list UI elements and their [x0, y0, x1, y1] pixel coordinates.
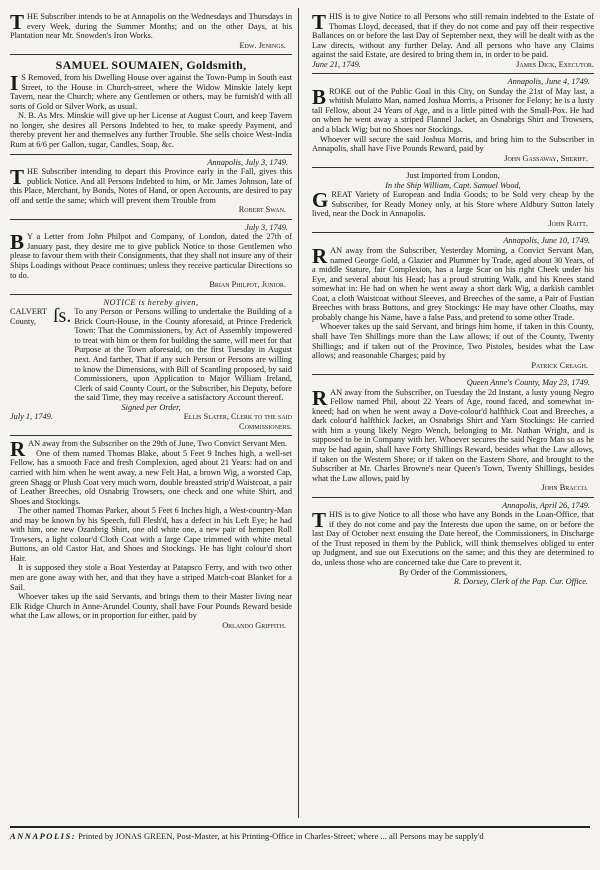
- notice-date: July 1, 1749.: [10, 412, 53, 422]
- notice-signature: John Bracco.: [541, 483, 588, 493]
- drop-cap: T: [10, 165, 25, 190]
- drop-cap: G: [312, 188, 329, 213]
- notice-text: Y a Letter from John Philpot and Company, of London, dated the 27th of January past, they desire me to give publick Notice to those Gentlemen who please to favour them with their Consignments, that they shall not insure any of their Ships Loadings without Peace continues; unless they receive particular Directions so to do.: [10, 232, 292, 280]
- divider: [10, 219, 292, 220]
- county-label: CALVERT County,: [10, 307, 47, 326]
- notice-date: July 3, 1749.: [245, 222, 288, 232]
- notice-date: June 21, 1749.: [312, 59, 361, 69]
- right-column: [312, 12, 594, 589]
- notice-heading: Just Imported from London,: [406, 171, 500, 181]
- notice-text: It is supposed they stole a Boat Yesterday at Patapsco Ferry, and with two other men are gone away with her, and that they have a striped Match-coat Blanket for a Sail.: [10, 563, 292, 592]
- notice-signature: Ellis Slater, Clerk to the said Commissioners.: [183, 412, 292, 431]
- notice-text: Whoever takes up the said Servants, and brings them to their Master living near Elk Ridge Church in Anne-Arundel County, shall have Four Pounds Reward beside what the Law allows, or in proportion for either, paid by: [10, 592, 292, 621]
- notice-text: AN away from the Subscriber, Yesterday Morning, a Convict Servant Man, named George Gold, a Glazier and Plummer by Trade, aged about 30 Years, of a middle Stature, fair Complexion, has a large Scar on his right Cheek under his Eye, and several about his Head; has a proud strutting Walk, and his Knees stand somewhat in: He had on when he went away a short dark Wig, a darkish camblet Coat, a cloth Waistcoat without Sleeves, and Breeches of the same, a Pair of Fustian Breeches with brass Buttons, and grey Stockings: He may have other Cloaths, may probably change his Name, have a false Pass, and pretend to some other Trade.: [312, 246, 594, 322]
- notice-court-house: [10, 298, 292, 434]
- notice-date: Annapolis, June 10, 1749.: [503, 236, 590, 246]
- notice-signed: By Order of the Commissioners,: [398, 567, 508, 577]
- brace-mark: ſs.: [53, 305, 72, 328]
- notice-signature: R. Dorsey, Clerk of the Pap. Cur. Office.: [453, 577, 588, 587]
- notice-signature: Robert Swan.: [238, 205, 286, 215]
- divider: [10, 294, 292, 295]
- notice-text: AN away from the Subscriber, on Tuesday the 2d Instant, a lusty young Negro Fellow named Phil, about 22 Years of Age, round faced, and somewhat in-kneed; had on when he went away a Dove-colour'd halfthick Coat and Breeches, a dark colour'd halfthick Jacket, an Osnabrigs Shirt and Yarn Stockings: He carried with him a young likely Negro Wench, belonging to Mr. Nathan Wright, and is supposed to be in Company with her. Whoever secures the said Negro Man so as he may be had again, shall have Forty Shillings Reward, besides what the Law allows, if taken on the Western Shore; or if taken on the Eastern Shore, and brought to the Subscriber at Mr. Charles Browne's near Queen's Town, Twenty Shillings, besides what the Law allows, paid by: [312, 387, 594, 483]
- notice-text: REAT Variety of European and India Goods; to be Sold very cheap by the Subscriber, for Ready Money only, at his Store where Aldbury Sutton lately lived, near the Dock in Annapolis.: [312, 190, 594, 219]
- drop-cap: R: [10, 437, 26, 462]
- notice-text: One of them named Thomas Blake, about 5 Feet 9 Inches high, a well-set Fellow, has a smooth Face and fresh Complexion, aged about 21 Years: had on and carried with him when he went away, a new Felt Hat, a brown Wig, a worsted Cap, green Shagg or Plush Coat very much worn, double breasted strip'd Waistcoat, a pair of Leather Breeches, old Osnabrig Trowsers, one check and one white Shirt, and Shoes and Stockings.: [10, 448, 292, 506]
- notice-gassaway: [312, 77, 594, 165]
- imprint-footer: [10, 826, 590, 841]
- divider: [312, 232, 594, 233]
- notice-lloyd-estate: [312, 12, 594, 71]
- notice-date: Annapolis, July 3, 1749.: [207, 157, 288, 167]
- imprint-place: ANNAPOLIS:: [10, 831, 77, 841]
- drop-cap: R: [312, 244, 328, 269]
- notice-date: Annapolis, April 26, 1749.: [502, 500, 590, 510]
- notice-text: S Removed, from his Dwelling House over against the Town-Pump in South east Street, to the House in Church-street, where the Widow Minskie lately kept Tavern, near the Church; where any Gentlemen or others, may be furnish'd with all sorts of Gold or Silver Work, as usual.: [10, 73, 292, 111]
- notice-text: Whoever takes up the said Servant, and brings him home, if taken in this County, shall have Ten Shillings more than the Law allows; if out of the County, Twenty Shillings; and if taken out of the Province, Two Pistoles, besides what the Law allows; and reasonable Charges; paid by: [312, 322, 594, 361]
- notice-date: Queen Anne's County, May 23, 1749.: [466, 378, 590, 388]
- notice-subheading: In the Ship William, Capt. Samuel Wood,: [385, 180, 521, 190]
- notice-text: Whoever will secure the said Joshua Morris, and bring him to the Subscriber in Annapolis, shall have Five Pounds Reward, paid by: [312, 134, 594, 154]
- divider: [312, 73, 594, 74]
- drop-cap: R: [312, 385, 328, 410]
- divider: [10, 435, 292, 436]
- notice-text: ROKE out of the Public Goal in this City, on Sunday the 21st of May last, a whitish Mulatto Man, named Joshua Morris, a Prisoner for Felony; he is a lusty tall Fellow, about 24 Years of Age, and is a little pitted with the Small-Pox. He had on when he went away a striped Flannel Jacket, an Osnabrigs Shirt and Trowsers, and a black Wig; but no Shoes nor Stockings.: [312, 86, 594, 135]
- notice-text: HE Subscriber intending to depart this Province early in the Fall, gives this publick Notice. And all Persons Indebted to him, or Mr. James Johnson, late of this Place, Merchant, by Bonds, Notes of Hand, or open Accounts, are desired to pay off and settle the same; which will prevent them Trouble from: [10, 167, 292, 205]
- drop-cap: T: [312, 508, 327, 533]
- notice-signature: Patrick Creagh.: [531, 360, 588, 370]
- notice-signature: Brian Philpot, Junior.: [209, 280, 286, 290]
- column-divider: [298, 8, 299, 818]
- notice-griffith: [10, 439, 292, 632]
- drop-cap: T: [10, 10, 25, 34]
- drop-cap: T: [312, 10, 327, 34]
- notice-text: The other named Thomas Parker, about 5 Feet 6 Inches high, a West-country-Man and may be known by his Speech, full Flesh'd, has a defect in his Left Eye; he had with him, one new Ozanbrig Shirt, one old white one, a new pair of hempen Roll Trowsers, a light colour'd Cloth Coat with a large Cape trimmed with white metal Buttons, an old Castor Hat, and Shoes and Stockings. He has light colour'd short Hair.: [10, 506, 292, 563]
- notice-bracco: [312, 378, 594, 495]
- drop-cap: B: [312, 84, 327, 109]
- imprint-text: Printed by JONAS GREEN, Post-Master, at his Printing-Office in Charles-Street; where ... all Persons may be supply'd: [78, 831, 484, 841]
- drop-cap: B: [10, 230, 25, 255]
- notice-signature: Orlando Griffith.: [222, 620, 286, 630]
- notice-soumaien: [10, 58, 292, 151]
- left-column: [10, 12, 292, 632]
- notice-headline: SAMUEL SOUMAIEN, Goldsmith,: [55, 58, 247, 73]
- notice-signed: Signed per Order,: [121, 402, 181, 412]
- notice-heading: NOTICE is hereby given,: [103, 297, 199, 307]
- drop-cap: I: [10, 71, 19, 96]
- notice-nb: N. B. As Mrs. Minskie will give up her License at August Court, and keep Tavern no longer, she desires all Persons Indebted to her, to make speedy Payment, and thereby prevent her and themselves any further Trouble. She sells choice West-India Rum at 6/6 per Gallon, sugar, Candles, Soap, &c.: [10, 111, 292, 150]
- notice-loan-office: [312, 501, 594, 589]
- notice-jenings: [10, 12, 292, 52]
- notice-signature: John Gassaway, Sheriff.: [504, 153, 588, 163]
- notice-text: To any Person or Persons willing to undertake the Building of a Brick Court-House, in the County aforesaid, at Prince Frederick Town: That the Commissioners, by Act of Assembly impowered to treat with him or them for building the same, will meet for that Purpose at the Town aforesaid, on the first Tuesday in August next. And farther, That if any such Person or Persons are willing to know the Dimensions, with Bill of Scantling proposed, by said Commissioners, upon Application to Major William Ireland, Clerk of said County Court, or the Subscriber, his Deputy, before the said Time, they may receive a satisfactory Account thereof.: [74, 307, 292, 403]
- notice-date: Annapolis, June 4, 1749.: [507, 77, 590, 87]
- notice-text: HE Subscriber intends to be at Annapolis on the Wednesdays and Thursdays in every Week, during the Summer Months; and on the other Days, at his Plantation near Mr. Snowden's Iron Works.: [10, 12, 292, 41]
- notice-creagh: [312, 236, 594, 372]
- notice-signature: John Raitt.: [548, 218, 588, 228]
- divider: [10, 154, 292, 155]
- notice-philpot: [10, 223, 292, 292]
- notice-text: HIS is to give Notice to all Persons who still remain indebted to the Estate of Thomas Lloyd, deceased, that if they do not come and pay off their respective Ballances on or before the last Day of September next, they will be dealt with as the Law directs, without any further Delay. And all persons who have any Claims against the said Estate, are desired to bring them in, in order to be paid.: [312, 12, 594, 60]
- divider: [312, 167, 594, 168]
- notice-signature: Edw. Jenings.: [239, 40, 286, 50]
- notice-raitt: [312, 171, 594, 230]
- divider: [312, 374, 594, 375]
- notice-text: HIS is to give Notice to all those who have any Bonds in the Loan-Office, that if they do not come and pay the Interests due upon the same, on or before the last Day of October next ensuing the Date hereof, the Commissioners, in Discharge of the Trust reposed in them by the Publick, will think themselves obliged to enter up Judgment, and sue out Executions on the same; and this they are determined to do, unless those who are concerned take due Care to prevent it.: [312, 510, 594, 567]
- notice-signature: James Dick, Executor.: [516, 59, 594, 69]
- notice-text: AN away from the Subscriber on the 29th of June, Two Convict Servant Men.: [28, 439, 288, 449]
- divider: [10, 54, 292, 55]
- divider: [312, 497, 594, 498]
- notice-swan: [10, 158, 292, 217]
